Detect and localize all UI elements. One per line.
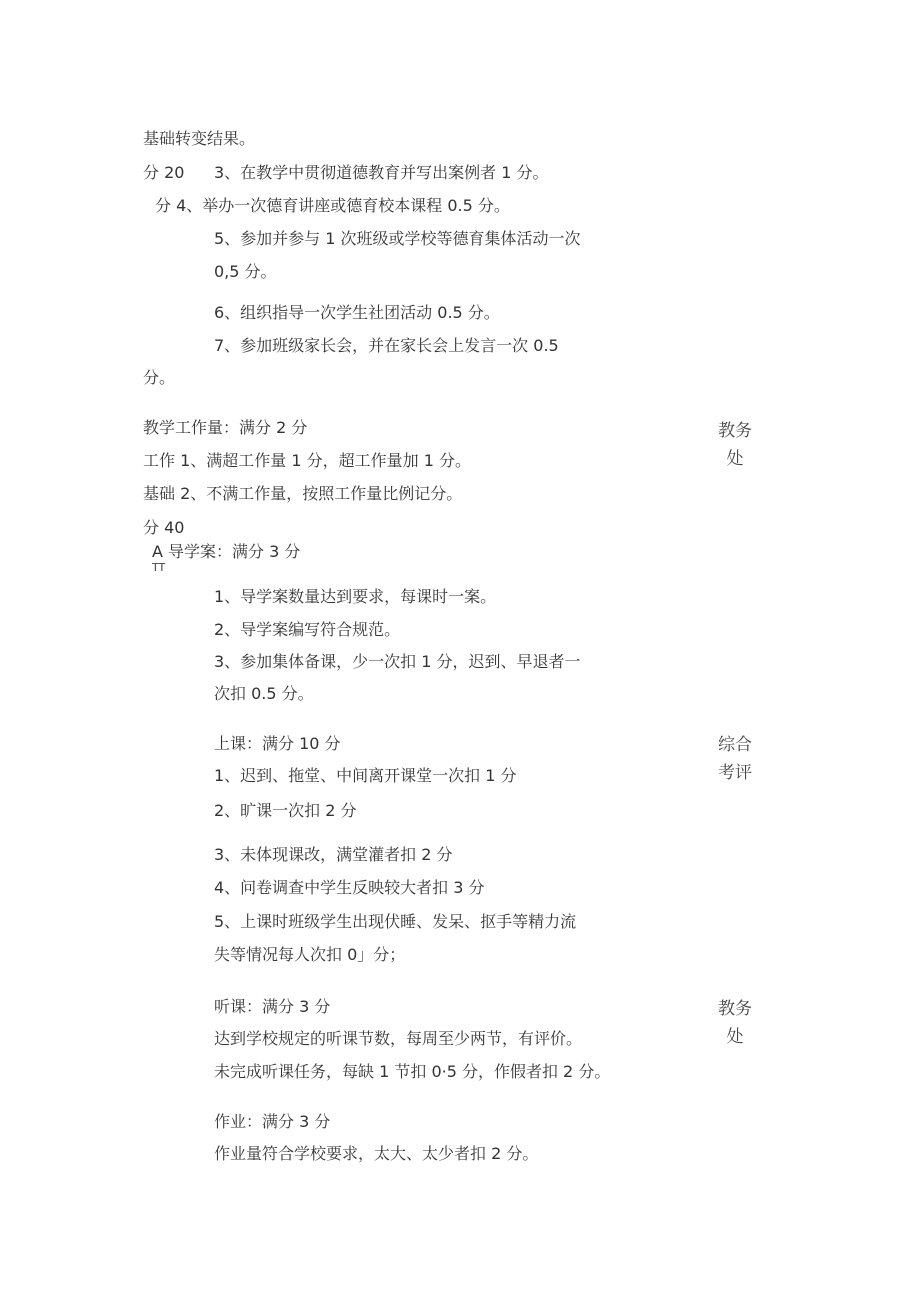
department-label-line: 综合 <box>718 735 752 755</box>
text-line: 3、参加集体备课，少一次扣 1 分，迟到、早退者一 <box>214 652 581 671</box>
department-label-line: 处 <box>726 1027 744 1047</box>
section-heading: 听课：满分 3 分 <box>214 997 331 1016</box>
text-line: 2、导学案编写符合规范。 <box>214 620 401 639</box>
text-fragment: TT <box>152 561 166 574</box>
text-line: 达到学校规定的听课节数，每周至少两节，有评价。 <box>214 1029 583 1048</box>
section-heading: 上课：满分 10 分 <box>214 734 341 753</box>
department-label <box>715 417 755 473</box>
text-line: 5、上课时班级学生出现伏睡、发呆、抠手等精力流 <box>214 912 577 931</box>
text-line: 分 40 <box>143 518 185 537</box>
section-heading: 教学工作量：满分 2 分 <box>143 418 308 437</box>
text-line: 7、参加班级家长会，并在家长会上发言一次 0.5 <box>214 336 559 355</box>
text-line: 5、参加并参与 1 次班级或学校等德育集体活动一次 <box>214 229 581 248</box>
text-line: 分 20 <box>143 163 185 182</box>
department-label-line: 教务 <box>718 999 752 1019</box>
text-line: 6、组织指导一次学生社团活动 0.5 分。 <box>214 303 500 322</box>
text-line: 工作 1、满超工作量 1 分，超工作量加 1 分。 <box>143 451 471 470</box>
text-line: 基础 2、不满工作量，按照工作量比例记分。 <box>143 484 463 503</box>
text-line: 基础转变结果。 <box>143 129 256 148</box>
text-line: 作业量符合学校要求，太大、太少者扣 2 分。 <box>214 1144 539 1163</box>
department-label-line: 处 <box>726 449 744 469</box>
text-line: 4、问卷调查中学生反映较大者扣 3 分 <box>214 878 485 897</box>
text-line: 1、导学案数量达到要求，每课时一案。 <box>214 587 497 606</box>
text-line: 0,5 分。 <box>214 262 277 281</box>
department-label-line: 考评 <box>718 763 752 783</box>
section-heading: 作业：满分 3 分 <box>214 1112 331 1131</box>
text-line: 1、迟到、拖堂、中间离开课堂一次扣 1 分 <box>214 766 517 785</box>
text-line: 3、在教学中贯彻道德教育并写出案例者 1 分。 <box>214 163 549 182</box>
text-line: 分。 <box>143 368 176 387</box>
text-line: 未完成听课任务，每缺 1 节扣 0·5 分，作假者扣 2 分。 <box>214 1062 611 1081</box>
department-label <box>715 731 755 787</box>
text-line: 失等情况每人次扣 0」分； <box>214 945 406 964</box>
text-line: 次扣 0.5 分。 <box>214 684 314 703</box>
department-label <box>715 995 755 1051</box>
text-line: 2、旷课一次扣 2 分 <box>214 801 357 820</box>
text-line: 3、未体现课改，满堂灌者扣 2 分 <box>214 845 453 864</box>
department-label-line: 教务 <box>718 421 752 441</box>
text-line: 分 4、举办一次德育讲座或德育校本课程 0.5 分。 <box>155 196 510 215</box>
section-heading: A 导学案：满分 3 分 <box>152 542 301 561</box>
